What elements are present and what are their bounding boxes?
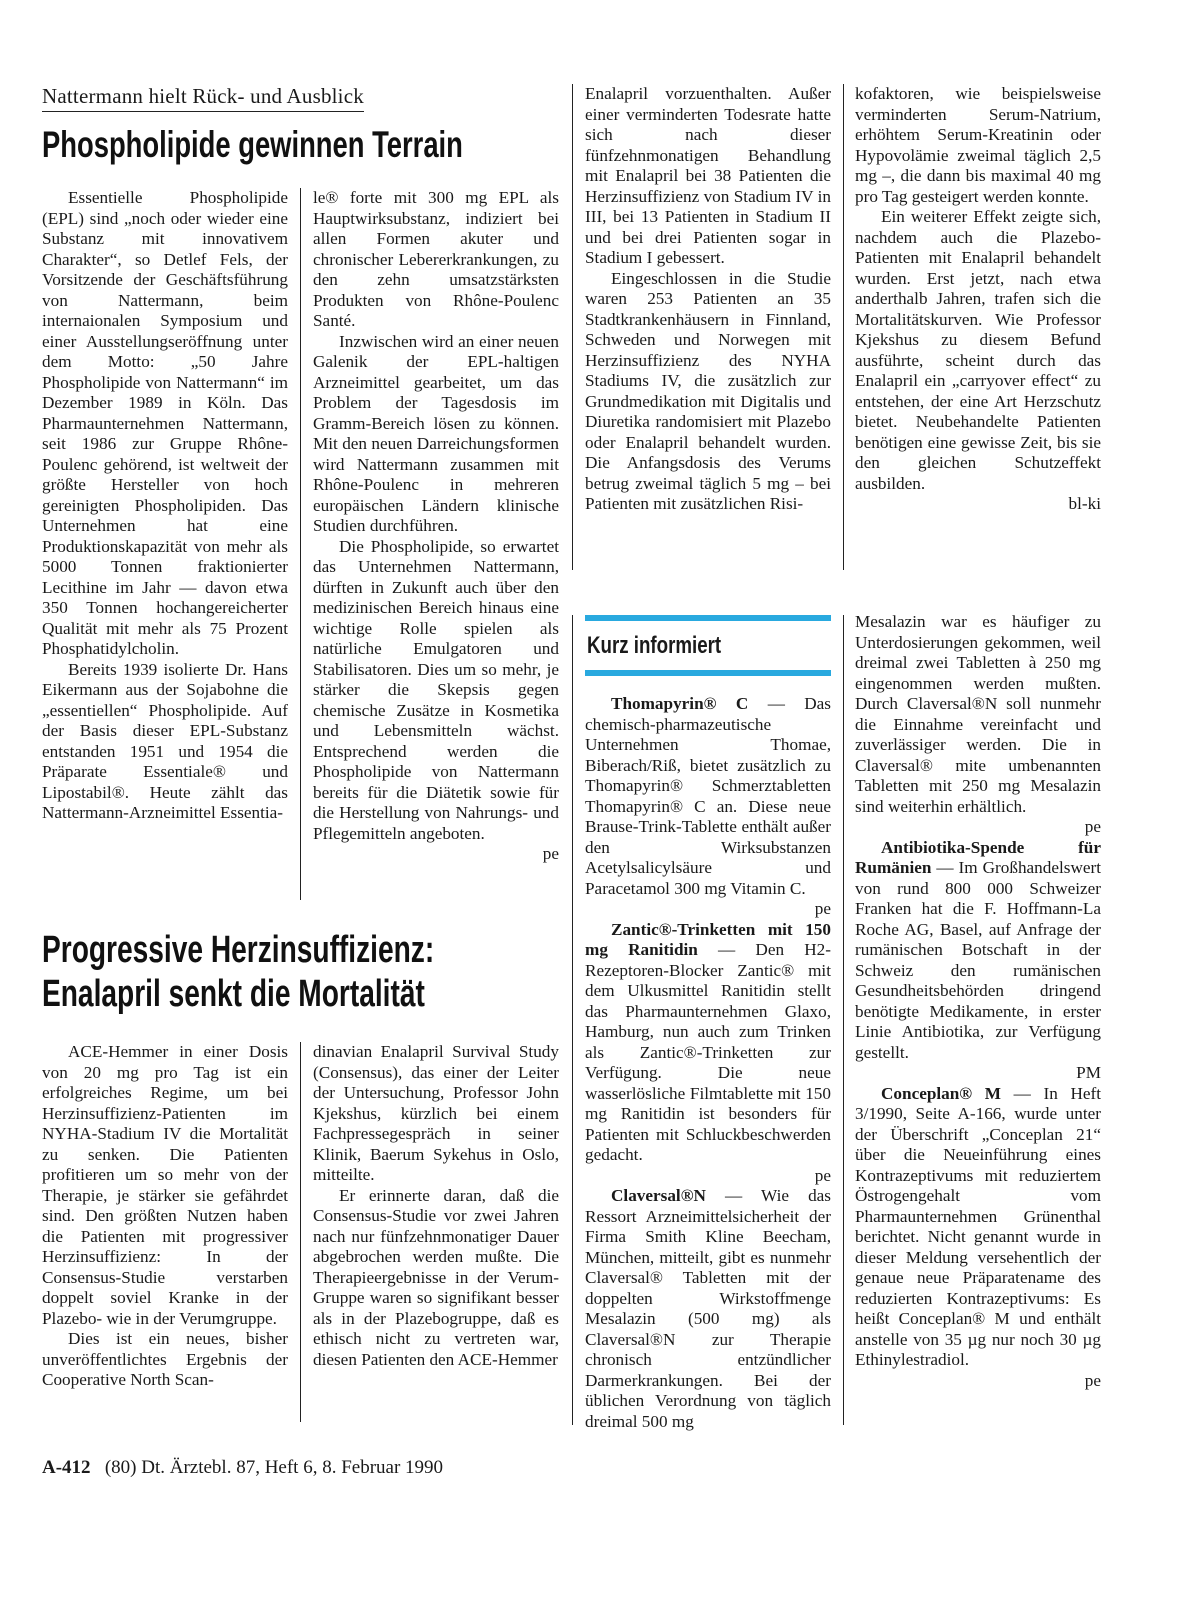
news-item: Thomapyrin® C — Das chemisch-pharmazeutische Unternehmen Thomae, Biberach/Riß, bietet zusätzlich zu Thomapyrin® Schmerztabletten Thomapyrin® C an. Diese neue Brause-Trink-Tablette enthält außer den Wirksubstanzen Acetylsalicylsäure und Paracetamol 300 mg Vitamin C. pe: [585, 694, 831, 918]
news-item: Antibiotika-Spende für Rumänien — Im Großhandelswert von rund 800 000 Schweizer Franken hat die F. Hoffmann-La Roche AG, Basel, auf Anfrage der rumänischen Botschaft in der Schweiz den rumänischen Gesundheitsbehörden dringend benötigte Medikamente, in erster Linie Antibiotika, zur Verfügung gestellt. PM: [855, 837, 1101, 1082]
paragraph: Bereits 1939 isolierte Dr. Hans Eikermann aus der Sojabohne die „essentiellen“ Phospholipide. Auf der Basis dieser EPL-Substanz entstanden 1951 und 1954 die Präparate Essentiale® und Lipostabil®. Heute zählt das Nattermann-Arzneimittel Essentia-: [42, 659, 288, 822]
paragraph: dinavian Enalapril Survival Study (Consensus), das einer der Leiter der Untersuchung, Professor John Kjekshus, kürzlich bei einem Fachpressegespräch in seiner Klinik, Baerum Sykehus in Oslo, mitteilte.: [313, 1042, 559, 1184]
article1-kicker: Nattermann hielt Rück- und Ausblick: [42, 84, 364, 112]
author-signature: pe: [814, 899, 831, 918]
news-item: Conceplan® M — In Heft 3/1990, Seite A-166, wurde unter der Überschrift „Conceplan 21“ über die Neueinführung eines Kontrazeptivums mit reduziertem Östrogengehalt vom Pharmaunternehmen Grünenthal berichtet. Nicht genannt wurde in dieser Meldung versehentlich der genaue neue Präparatename des reduzierten Kontrazeptivums: Es heißt Conceplan® M und enthält anstelle von 35 µg nur noch 30 µg Ethinylestradiol. pe: [855, 1083, 1102, 1390]
author-signature: pe: [542, 844, 559, 863]
article1-headline: Phospholipide gewinnen Terrain: [42, 124, 463, 165]
article1-column-1: [42, 188, 288, 824]
article2-column-2: [313, 1042, 559, 1370]
paragraph: Eingeschlossen in die Studie waren 253 Patienten an 35 Stadtkrankenhäusern in Finnland, Schweden und Norwegen mit Herzinsuffizienz des NYHA Stadiums IV, die zusätzlich zur Grundmedikation mit Digitalis und Diuretika randomisiert mit Plazebo oder Enalapril behandelt wurden. Die Anfangsdosis des Verums betrug zweimal täglich 5 mg – bei Patienten mit zusätzlichen Risi-: [585, 268, 831, 513]
author-signature: bl-ki: [1068, 494, 1101, 513]
kurz-column-1: [585, 694, 831, 1432]
author-signature: pe: [1084, 817, 1101, 836]
headline-line-1: Progressive Herzinsuffizienz:: [42, 929, 435, 971]
paragraph: Dies ist ein neues, bisher unveröffentlichtes Ergebnis der Cooperative North Scan-: [42, 1329, 288, 1389]
article2-headline: [42, 928, 434, 1016]
headline-line-2: Enalapril senkt die Mortalität: [42, 973, 425, 1015]
news-item: Mesalazin war es häufiger zu Unterdosierungen gekommen, weil dreimal zwei Tabletten à 250 mg eingenommen werden mußten. Durch Claversal®N soll nunmehr die Einnahme vereinfacht und zuverlässiger werden. Die in Claversal® mite umbenannten Tabletten mit 250 mg Mesalazin sind weiterhin erhältlich. pe: [855, 612, 1101, 836]
news-item: Zantic®-Trinketten mit 150 mg Ranitidin — Den H2-Rezeptoren-Blocker Zantic® mit dem Ulkusmittel Ranitidin stellt das Pharmaunternehmen Glaxo, Hamburg, nun auch zum Trinken als Zantic®-Trinketten zur Verfügung. Die neue wasserlösliche Filmtablette mit 150 mg Ranitidin ist besonders für Patienten mit Schluckbeschwerden gedacht. pe: [585, 919, 831, 1185]
paragraph: Die Phospholipide, so erwartet das Unternehmen Nattermann, dürften in Zukunft auch über den medizinischen Bereich hinaus eine wichtige Rolle spielen als natürliche Emulgatoren und Stabilisatoren. Dies um so mehr, je stärker die Skepsis gegen chemische Zusätze in Kosmetika und Lebensmitteln wächst. Entsprechend werden die Phospholipide von Nattermann bereits für die Diätetik sowie für die Herstellung von Nahrungs- und Pflegemitteln angeboten.: [313, 536, 559, 843]
column-divider: [572, 84, 573, 570]
column-divider: [843, 615, 844, 1425]
author-signature: PM: [1076, 1063, 1101, 1082]
paragraph: Inzwischen wird an einer neuen Galenik der EPL-haltigen Arzneimittel gearbeitet, um das Problem der Tagesdosis im Gramm-Bereich lösen zu können. Mit den neuen Darreichungsformen wird Nattermann zusammen mit Rhône-Poulenc in mehreren europäischen Ländern klinische Studien durchführen.: [313, 331, 559, 535]
author-signature: pe: [814, 1165, 831, 1185]
article2-column-3: [585, 84, 831, 515]
section-accent-bar: [585, 670, 831, 676]
journal-citation: (80) Dt. Ärztebl. 87, Heft 6, 8. Februar 1990: [104, 1457, 444, 1478]
column-divider: [572, 615, 573, 1425]
kurz-column-2: [855, 612, 1101, 1391]
paragraph: Ein weiterer Effekt zeigte sich, nachdem auch die Plazebo-Patienten mit Enalapril behandelt wurden. Erst jetzt, nach etwa anderthalb Jahren, trafen sich die Mortalitätskurven. Wie Professor Kjekshus zu diesem Befund ausführte, scheint durch das Enalapril ein „carryover effect“ zu entstehen, der eine Art Herzschutz bietet. Neubehandelte Patienten benötigen eine gewisse Zeit, bis sie den gleichen Schutzeffekt ausbilden.: [855, 207, 1101, 493]
paragraph: Er erinnerte daran, daß die Consensus-Studie vor zwei Jahren nach nur fünfzehnmonatiger Dauer abgebrochen werden mußte. Die Therapieergebnisse in der Verum-Gruppe waren so signifikant besser als in der Plazebogruppe, daß es ethisch nicht zu vertreten war, diesen Patienten den ACE-Hemmer: [313, 1185, 559, 1369]
news-item: Claversal®N — Wie das Ressort Arzneimittelsicherheit der Firma Smith Kline Beecham, München, mitteilt, gibt es nunmehr Claversal® Tabletten mit der doppelten Wirkstoffmenge Mesalazin (500 mg) als Claversal®N zur Therapie chronisch entzündlicher Darmerkrankungen. Bei der üblichen Verordnung von täglich dreimal 500 mg: [585, 1186, 831, 1431]
page-number: A-412: [42, 1457, 91, 1478]
article2-column-4: [855, 84, 1101, 515]
column-divider: [300, 188, 301, 900]
page-footer: [42, 1457, 443, 1479]
section-accent-bar: [585, 615, 831, 621]
column-divider: [300, 1042, 301, 1422]
paragraph: le® forte mit 300 mg EPL als Hauptwirksubstanz, indiziert bei allen Formen akuter und chronischer Lebererkrankungen, zu den zehn umsatzstärksten Produkten von Rhône-Poulenc Santé.: [313, 188, 559, 330]
paragraph: ACE-Hemmer in einer Dosis von 20 mg pro Tag ist ein erfolgreiches Regime, um bei Herzinsuffizienz-Patienten im NYHA-Stadium IV die Mortalität zu senken. Die Patienten profitieren um so mehr von der Therapie, je stärker sie gefährdet sind. Den größten Nutzen haben die Patienten mit progressiver Herzinsuffizienz: In der Consensus-Studie verstarben doppelt soviel Kranke in der Plazebo- wie in der Verumgruppe.: [42, 1042, 288, 1328]
column-divider: [843, 84, 844, 570]
paragraph: Essentielle Phospholipide (EPL) sind „noch oder wieder eine Substanz mit innovativem Charakter“, so Detlef Fels, der Vorsitzende der Geschäftsführung von Nattermann, beim internaionalen Symposium und einer Ausstellungseröffnung unter dem Motto: „50 Jahre Phospholipide von Nattermann“ im Dezember 1989 in Köln. Das Pharmaunternehmen Nattermann, seit 1986 zur Gruppe Rhône-Poulenc gehörend, ist weltweit der größte Hersteller von hoch gereinigten Phospholipiden. Das Unternehmen hat eine Produktionskapazität von mehr als 5000 Tonnen fraktionierter Lecithine im Jahr — davon etwa 350 Tonnen hochangereicherter Qualität mit mehr als 75 Prozent Phosphatidylcholin.: [42, 188, 288, 658]
section-title: Kurz informiert: [587, 632, 722, 659]
article2-column-1: [42, 1042, 288, 1391]
author-signature: pe: [1084, 1370, 1101, 1390]
article1-column-2: [313, 188, 559, 865]
paragraph: kofaktoren, wie beispielsweise verminderten Serum-Natrium, erhöhtem Serum-Kreatinin oder Hypovolämie zweimal täglich 2,5 mg –, die dann bis maximal 40 mg pro Tag gesteigert werden konnte.: [855, 84, 1101, 206]
paragraph: Enalapril vorzuenthalten. Außer einer verminderten Todesrate hatte sich nach dieser fünfzehnmonatigen Behandlung mit Enalapril bei 38 Patienten die Herzinsuffizienz von Stadium IV in III, bei 13 Patienten in Stadium II und bei drei Patienten sogar in Stadium I gebessert.: [585, 84, 831, 267]
